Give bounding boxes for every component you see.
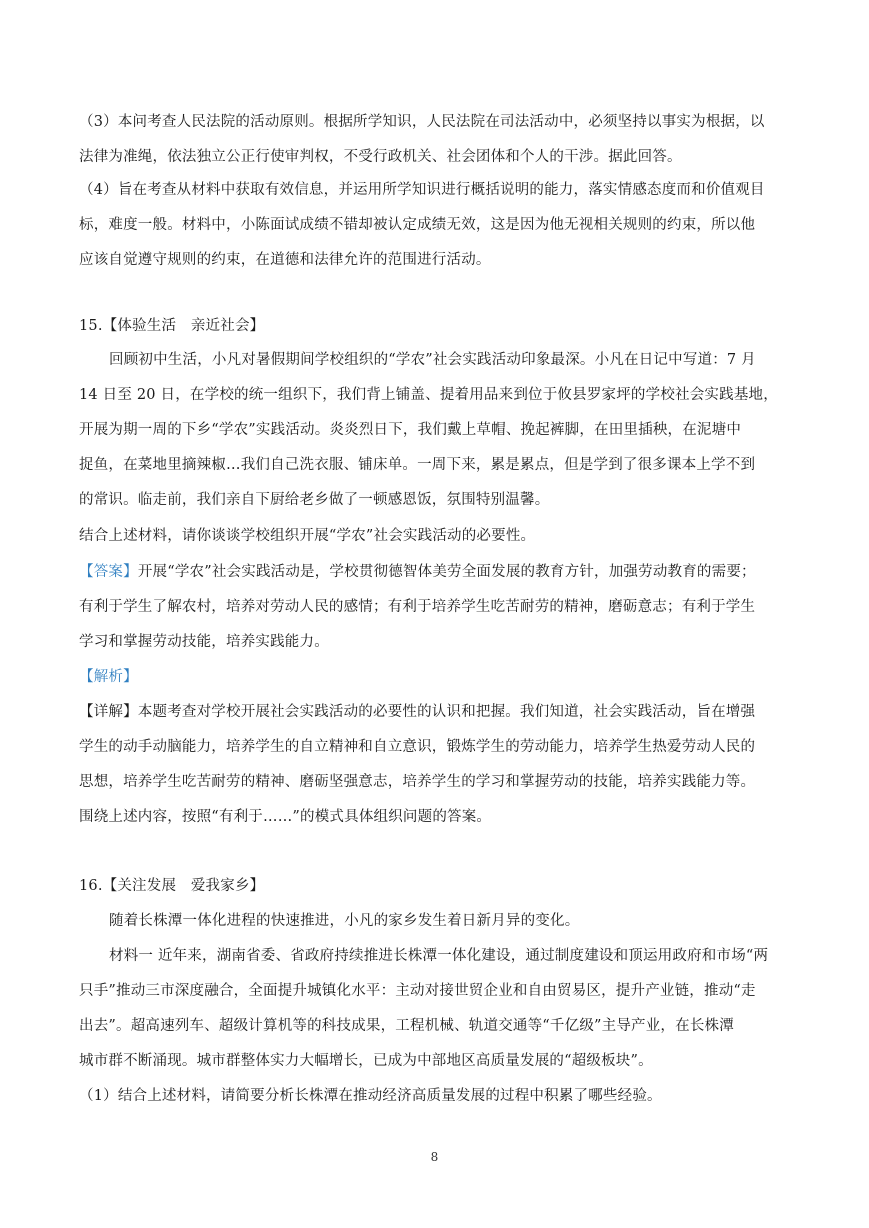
- analysis-3-line-2: 法律为准绳，依法独立公正行使审判权，不受行政机关、社会团体和个人的干涉。据此回答。: [79, 149, 682, 165]
- q16-material1-line-1: 材料一 近年来，湖南省委、省政府持续推进长株潭一体化建设，通过制度建设和顶运用政府和市场“两: [109, 948, 769, 964]
- q15-question: 结合上述材料，请你谈谈学校组织开展“学农”社会实践活动的必要性。: [79, 528, 536, 544]
- q15-material-line-4: 捉鱼，在菜地里摘辣椒…我们自己洗衣服、铺床单。一周下来，累是累点，但是学到了很多课本上学不到: [79, 457, 756, 473]
- question-15-heading: 15.【体验生活 亲近社会】: [79, 318, 265, 334]
- answer-tag: 【答案】: [79, 564, 138, 580]
- q16-material1-line-2: 只手”推动三市深度融合，全面提升城镇化水平：主动对接世贸企业和自由贸易区，提升产业链，推动“走: [79, 983, 756, 999]
- question-16-heading: 16.【关注发展 爱我家乡】: [79, 878, 265, 894]
- q15-answer-line-3: 学习和掌握劳动技能，培养实践能力。: [79, 634, 329, 650]
- q16-material1-line-3: 出去”。超高速列车、超级计算机等的科技成果，工程机械、轨道交通等“千亿级”主导产业，在长株潭: [79, 1018, 734, 1034]
- q15-material-line-1: 回顾初中生活，小凡对暑假期间学校组织的“学农”社会实践活动印象最深。小凡在日记中写道：7 月: [109, 352, 756, 368]
- q15-detail-line-1: [79, 702, 793, 722]
- q15-detail-line-3: 思想，培养学生吃苦耐劳的精神、磨砺坚强意志，培养学生的学习和掌握劳动的技能，培养实践能力等。: [79, 774, 756, 790]
- analysis-4-line-3: 应该自觉遵守规则的约束，在道德和法律允许的范围进行活动。: [79, 252, 491, 268]
- page-number: 8: [430, 1150, 439, 1164]
- q15-detail-line-4: 围绕上述内容，按照“有利于……”的模式具体组织问题的答案。: [79, 809, 492, 825]
- analysis-4-line-1: （4）旨在考查从材料中获取有效信息，并运用所学知识进行概括说明的能力，落实情感态度而和价值观目: [79, 182, 765, 198]
- q16-material1-line-4: 城市群不断涌现。城市群整体实力大幅增长，已成为中部地区高质量发展的“超级板块”。: [79, 1053, 653, 1069]
- answer-text: 开展“学农”社会实践活动是，学校贯彻德智体美劳全面发展的教育方针，加强劳动教育的需要；: [137, 564, 756, 580]
- q15-answer-line-2: 有利于学生了解农村，培养对劳动人民的感情；有利于培养学生吃苦耐劳的精神，磨砺意志；有利于学生: [79, 599, 756, 615]
- detail-tag: 【详解】: [79, 704, 138, 720]
- q15-material-line-3: 开展为期一周的下乡“学农”实践活动。炎炎烈日下，我们戴上草帽、挽起裤脚，在田里插秧，在泥塘中: [79, 422, 742, 438]
- analysis-3-line-1: （3）本问考查人民法院的活动原则。根据所学知识，人民法院在司法活动中，必须坚持以事实为根据，以: [79, 114, 765, 130]
- q15-detail-line-2: 学生的动手动脑能力，培养学生的自立精神和自立意识，锻炼学生的劳动能力，培养学生热爱劳动人民的: [79, 739, 756, 755]
- analysis-tag: 【解析】: [79, 669, 138, 685]
- q15-answer-line-1: [79, 562, 793, 582]
- q15-material-line-2: 14 日至 20 日，在学校的统一组织下，我们背上铺盖、提着用品来到位于攸县罗家坪的学校社会实践基地，: [79, 387, 778, 403]
- detail-text: 本题考查对学校开展社会实践活动的必要性的认识和把握。我们知道，社会实践活动，旨在增强: [137, 704, 756, 720]
- q15-material-line-5: 的常识。临走前，我们亲自下厨给老乡做了一顿感恩饭，氛围特别温馨。: [79, 492, 550, 508]
- q16-intro: 随着长株潭一体化进程的快速推进，小凡的家乡发生着日新月异的变化。: [109, 913, 580, 929]
- analysis-4-line-2: 标，难度一般。材料中，小陈面试成绩不错却被认定成绩无效，这是因为他无视相关规则的约束，所以他: [79, 217, 756, 233]
- q16-sub-question-1: （1）结合上述材料，请简要分析长株潭在推动经济高质量发展的过程中积累了哪些经验。: [79, 1088, 662, 1104]
